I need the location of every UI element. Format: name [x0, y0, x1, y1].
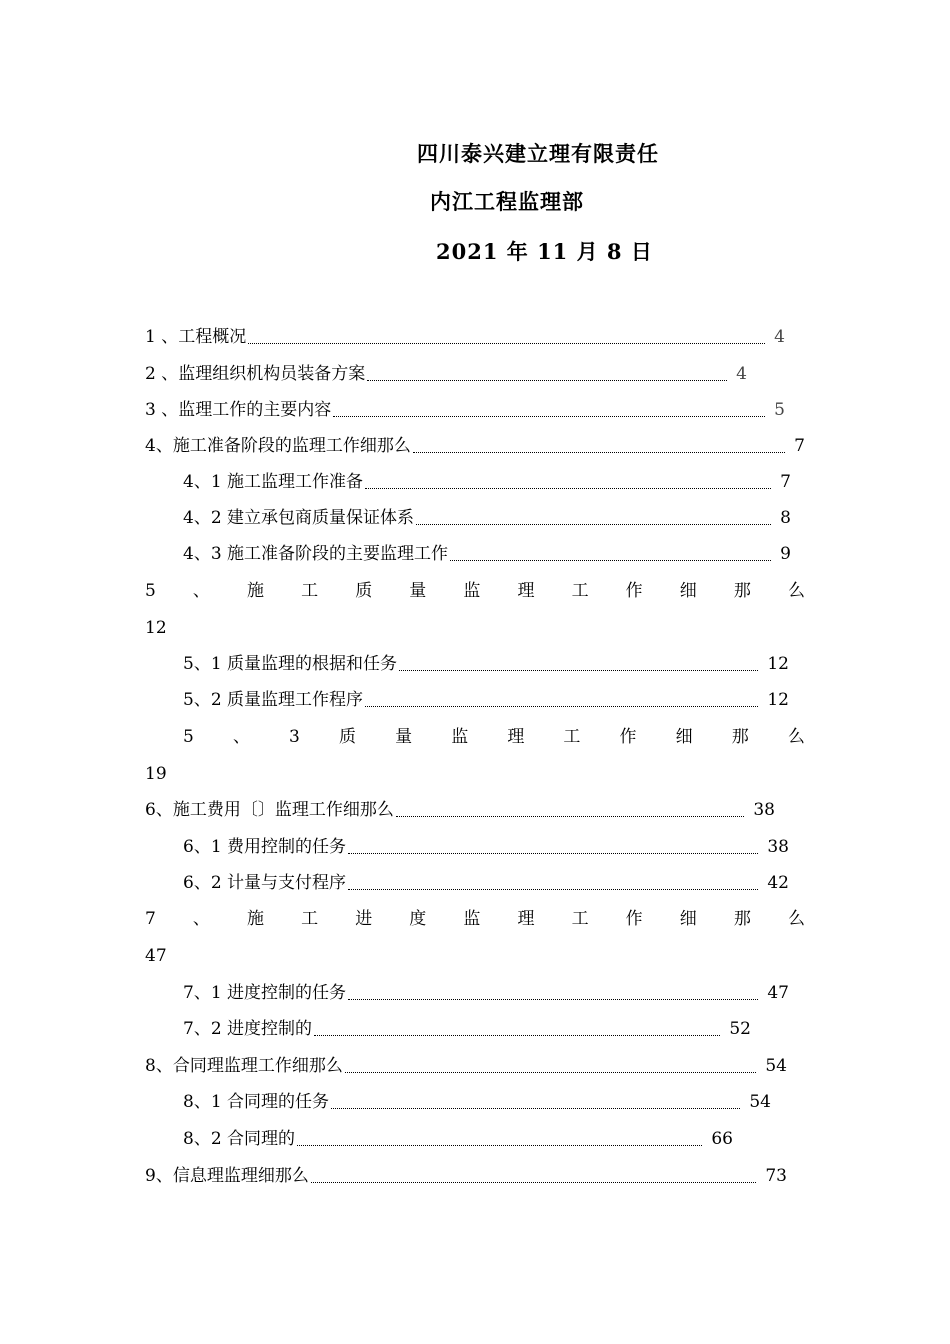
toc-char: 5	[145, 581, 156, 601]
toc-entry[interactable]	[183, 1128, 733, 1150]
toc-entry-label: 7、2 进度控制的	[183, 1019, 313, 1039]
toc-entry[interactable]	[183, 1018, 751, 1040]
toc-char: 5	[183, 727, 194, 747]
toc-entry-label: 6、施工费用〔〕监理工作细那么	[145, 800, 394, 820]
toc-char: 么	[787, 727, 805, 747]
toc-char: 细	[679, 581, 697, 601]
toc-entry-page: 8	[780, 508, 791, 528]
toc-char: 工	[563, 727, 581, 747]
toc-entry-label: 4、施工准备阶段的监理工作细那么	[145, 436, 411, 456]
toc-entry[interactable]	[145, 363, 747, 385]
toc-leader-dots	[367, 380, 727, 381]
toc-leader-dots	[365, 488, 771, 489]
toc-entry-label: 8、1 合同理的任务	[183, 1092, 330, 1112]
toc-entry[interactable]	[145, 799, 775, 821]
toc-entry[interactable]	[183, 471, 791, 493]
toc-leader-dots	[345, 1072, 757, 1073]
toc-entry-label: 8、合同理监理工作细那么	[145, 1056, 343, 1076]
toc-entry[interactable]	[183, 872, 789, 894]
toc-leader-dots	[297, 1145, 702, 1146]
toc-char: 工	[571, 909, 589, 929]
toc-entry-page: 7	[780, 472, 791, 492]
toc-entry-label: 5、2 质量监理工作程序	[183, 690, 364, 710]
toc-char: 工	[301, 581, 319, 601]
toc-char: 细	[675, 727, 693, 747]
toc-char: 作	[625, 909, 643, 929]
toc-entry-page: 47	[145, 946, 167, 966]
toc-entry-label: 4、2 建立承包商质量保证体系	[183, 508, 415, 528]
toc-entry-spread[interactable]	[145, 908, 805, 930]
toc-char: 施	[247, 909, 265, 929]
toc-char: 作	[619, 727, 637, 747]
toc-char: 量	[395, 727, 413, 747]
toc-entry-label: 6、2 计量与支付程序	[183, 873, 347, 893]
toc-entry[interactable]	[183, 507, 791, 529]
toc-entry-page: 7	[794, 436, 805, 456]
toc-entry-page: 73	[765, 1166, 787, 1186]
toc-entry-label: 9、信息理监理细那么	[145, 1166, 309, 1186]
toc-leader-dots	[314, 1035, 720, 1036]
toc-entry-label: 5、1 质量监理的根据和任务	[183, 654, 398, 674]
toc-char: 监	[451, 727, 469, 747]
toc-entry[interactable]	[145, 399, 785, 421]
toc-entry-page: 9	[780, 544, 791, 564]
toc-char: 、	[232, 727, 250, 747]
toc-entry-label: 1 、工程概况	[145, 327, 247, 347]
toc-char: 、	[192, 581, 210, 601]
toc-entry-page: 19	[145, 764, 167, 784]
toc-entry-label: 8、2 合同理的	[183, 1129, 296, 1149]
toc-leader-dots	[450, 560, 771, 561]
toc-entry-page: 12	[767, 654, 789, 674]
department-title: 内江工程监理部	[430, 189, 584, 214]
toc-entry-page: 12	[145, 618, 167, 638]
toc-char: 施	[247, 581, 265, 601]
toc-entry-page: 54	[749, 1092, 771, 1112]
company-title: 四川泰兴建立理有限责任	[417, 141, 659, 166]
toc-char: 么	[787, 581, 805, 601]
toc-char: 3	[289, 727, 300, 747]
toc-entry[interactable]	[145, 1165, 787, 1187]
toc-char: 、	[192, 909, 210, 929]
toc-char: 理	[517, 581, 535, 601]
toc-char: 监	[463, 909, 481, 929]
toc-entry-page: 47	[767, 983, 789, 1003]
toc-char: 理	[517, 909, 535, 929]
toc-leader-dots	[333, 416, 765, 417]
toc-entry[interactable]	[183, 1091, 771, 1113]
toc-entry[interactable]	[183, 543, 791, 565]
toc-entry-spread[interactable]	[183, 726, 805, 748]
toc-leader-dots	[348, 999, 758, 1000]
toc-char: 细	[679, 909, 697, 929]
toc-char: 进	[355, 909, 373, 929]
toc-entry-page: 52	[729, 1019, 751, 1039]
toc-entry-page: 38	[753, 800, 775, 820]
toc-char: 度	[409, 909, 427, 929]
toc-char: 那	[733, 581, 751, 601]
toc-entry[interactable]	[183, 982, 789, 1004]
toc-leader-dots	[413, 452, 785, 453]
toc-entry-page: 5	[774, 400, 785, 420]
toc-leader-dots	[311, 1182, 757, 1183]
toc-entry-page: 38	[767, 837, 789, 857]
toc-entry-page: 4	[736, 364, 747, 384]
toc-entry[interactable]	[145, 435, 805, 457]
toc-entry-spread[interactable]	[145, 580, 805, 602]
toc-entry-label: 6、1 费用控制的任务	[183, 837, 347, 857]
toc-entry-label: 2 、监理组织机构员装备方案	[145, 364, 366, 384]
toc-char: 7	[145, 909, 156, 929]
toc-entry[interactable]	[145, 1055, 787, 1077]
toc-char: 工	[301, 909, 319, 929]
toc-entry[interactable]	[183, 836, 789, 858]
toc-char: 作	[625, 581, 643, 601]
toc-leader-dots	[365, 706, 758, 707]
toc-char: 理	[507, 727, 525, 747]
toc-leader-dots	[399, 670, 758, 671]
toc-char: 那	[731, 727, 749, 747]
toc-entry-label: 4、3 施工准备阶段的主要监理工作	[183, 544, 449, 564]
toc-entry-page: 54	[765, 1056, 787, 1076]
toc-entry[interactable]	[183, 689, 789, 711]
toc-char: 质	[355, 581, 373, 601]
toc-leader-dots	[416, 524, 771, 525]
toc-char: 监	[463, 581, 481, 601]
toc-entry-page: 12	[767, 690, 789, 710]
toc-leader-dots	[396, 816, 745, 817]
toc-entry[interactable]	[183, 653, 789, 675]
toc-leader-dots	[348, 889, 758, 890]
toc-char: 么	[787, 909, 805, 929]
toc-leader-dots	[331, 1108, 740, 1109]
toc-leader-dots	[348, 853, 758, 854]
toc-entry-page: 66	[711, 1129, 733, 1149]
toc-char: 量	[409, 581, 427, 601]
toc-char: 那	[733, 909, 751, 929]
toc-entry-page: 4	[774, 327, 785, 347]
toc-char: 工	[571, 581, 589, 601]
toc-entry-label: 7、1 进度控制的任务	[183, 983, 347, 1003]
toc-char: 质	[338, 727, 356, 747]
toc-entry-label: 4、1 施工监理工作准备	[183, 472, 364, 492]
document-date: 2021 年 11 月 8 日	[436, 239, 653, 264]
toc-entry-page: 42	[767, 873, 789, 893]
toc-leader-dots	[248, 343, 765, 344]
toc-entry[interactable]	[145, 326, 785, 348]
toc-entry-label: 3 、监理工作的主要内容	[145, 400, 332, 420]
